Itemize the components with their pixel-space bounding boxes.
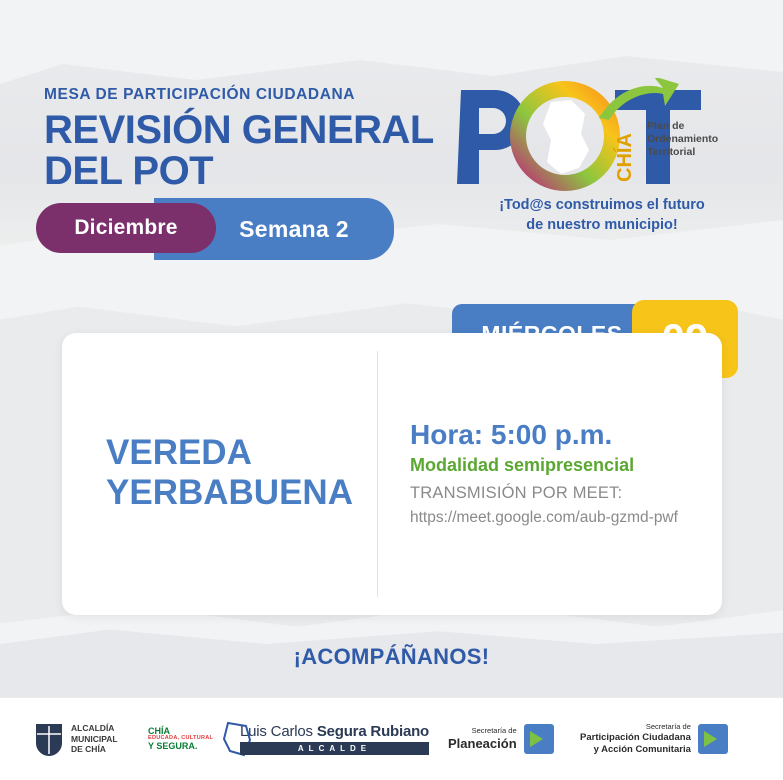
footer-alcaldia-line2: MUNICIPAL — [71, 733, 118, 744]
footer-mayor-name-light: Luis Carlos — [240, 723, 313, 740]
page-title-line1: REVISIÓN GENERAL — [44, 108, 434, 152]
event-meet-link[interactable]: https://meet.google.com/aub-gzmd-pwf — [410, 509, 678, 526]
footer-alcaldia-text — [71, 723, 118, 755]
footer-sec1-line2: Planeación — [448, 735, 517, 751]
footer-mayor-name — [240, 723, 429, 740]
gov-mark-icon — [524, 724, 554, 754]
page-title-line2: DEL POT — [44, 148, 214, 193]
event-card — [62, 333, 722, 615]
footer-mayor — [240, 723, 429, 755]
footer-logo-alcaldia — [34, 722, 118, 756]
pot-slogan-line1: ¡Tod@s construimos el futuro — [499, 197, 705, 213]
chia-brand-sub1: EDUCADA, CULTURAL — [148, 735, 214, 742]
chia-brand-sub2: Y SEGURA. — [148, 740, 198, 751]
event-broadcast-label: TRANSMISIÓN POR MEET: — [410, 484, 623, 502]
pot-slogan — [452, 196, 752, 235]
event-details — [410, 419, 710, 527]
footer-mayor-block — [240, 723, 429, 755]
chia-brand — [148, 727, 213, 752]
month-pill: Diciembre — [36, 203, 216, 253]
footer-logo-chia — [148, 721, 254, 757]
footer-mayor-role: ALCALDE — [240, 742, 429, 755]
footer-sec1-line1: Secretaría de — [471, 726, 517, 736]
pot-logo-side-text — [647, 120, 718, 159]
event-location — [106, 433, 386, 514]
footer-bar — [0, 697, 783, 780]
header-block — [44, 86, 474, 192]
gov-mark-icon-2 — [698, 724, 728, 754]
event-modality: Modalidad semipresencial — [410, 455, 635, 475]
week-pill: Semana 2 — [154, 198, 394, 260]
footer-sec2-line3: y Acción Comunitaria — [593, 743, 691, 755]
chia-brand-main: CHÍA — [148, 725, 170, 736]
pot-side-line1: Plan de — [647, 120, 685, 132]
footer-sec2-line1: Secretaría de — [645, 722, 691, 732]
footer-alcaldia-line3: DE CHÍA — [71, 744, 106, 755]
header-kicker: MESA DE PARTICIPACIÓN CIUDADANA — [44, 86, 356, 103]
call-to-action: ¡ACOMPÁÑANOS! — [293, 644, 490, 669]
pot-logo-chia-text: CHÍA — [614, 133, 636, 182]
footer-alcaldia-line1: ALCALDÍA — [71, 723, 115, 734]
footer-secretaria-participacion — [580, 722, 728, 755]
pot-side-line2: Ordenamiento — [647, 133, 719, 146]
coat-of-arms-icon — [34, 722, 64, 756]
footer-sec1-text — [448, 726, 517, 752]
footer-sec2-line2: Participación Ciudadana — [580, 731, 691, 743]
event-time: Hora: 5:00 p.m. — [410, 419, 613, 450]
event-location-line2: YERBABUENA — [106, 473, 353, 513]
pot-slogan-line2: de nuestro municipio! — [526, 216, 678, 233]
page-title — [44, 110, 474, 192]
footer-mayor-name-bold: Segura Rubiano — [316, 723, 430, 740]
footer-sec2-text — [580, 722, 691, 755]
footer-secretaria-planeacion — [448, 724, 554, 754]
pot-side-line3: Territorial — [647, 146, 696, 159]
event-location-line1: VEREDA — [106, 433, 252, 472]
